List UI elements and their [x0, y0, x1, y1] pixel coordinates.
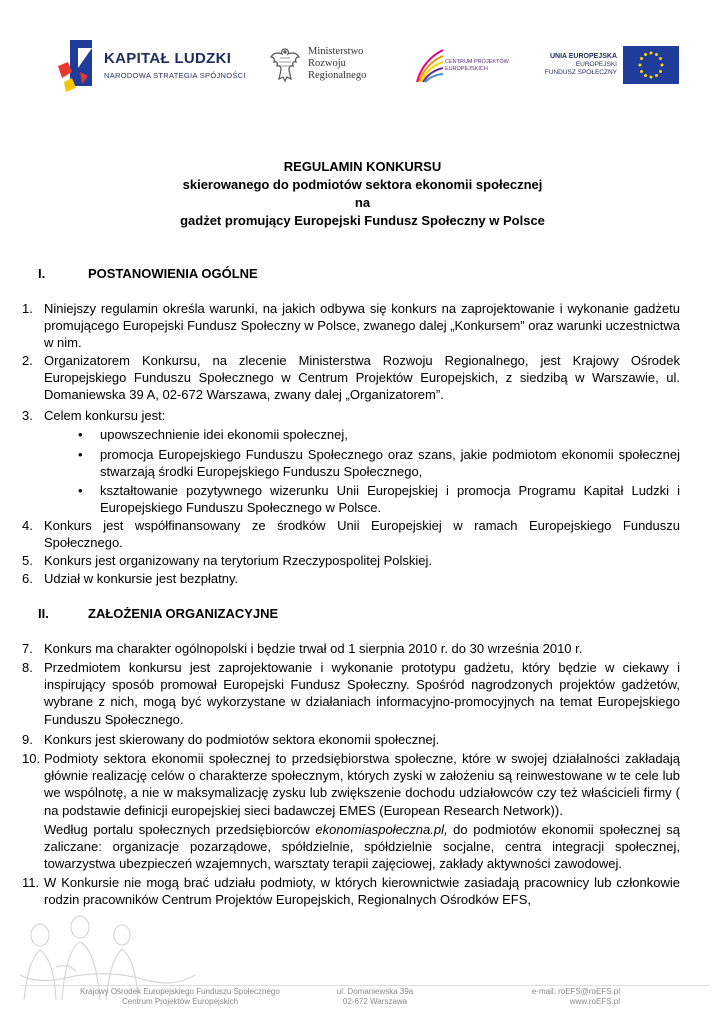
portal-name: ekonomiaspołeczna.pl, — [315, 822, 448, 837]
footer-address: ul. Domaniewska 39a 02-672 Warszawa — [336, 987, 414, 1006]
doc-title: REGULAMIN KONKURSU — [283, 159, 442, 174]
list-item: 3. Celem konkursu jest: — [22, 408, 166, 423]
list-item: 10. Podmioty sektora ekonomii społecznej to przedsiębiorstwa społeczne, które w swojej działalności zakładają głównie realizację celów o charakterze społecznym, których zyski w założeniu są reinwestowane w te cele lub we wspólnotę, a nie w maksymalizację zysku lub zwiększenie dochodu udziałowców czy też właścicieli firmy ( na podstawie definicji europejskiej sieci badawczej EMES (European Research Network)). — [22, 751, 680, 818]
bullet-item: • promocja Europejskiego Funduszu Społecznego oraz szans, jakie podmiotom ekonomii społecznej stwarzają środki Europejskiego Funduszu Społecznego, — [78, 447, 680, 480]
page-header — [0, 0, 725, 105]
list-item-continuation: Według portalu społecznych przedsiębiorców ekonomiaspołeczna.pl, do podmiotów ekonomii społecznej są zaliczane: organizacje pozarządowe, spółdzielnie, spółdzielnie socjalne, centra integracji społecznej, towarzystwa ubezpieczeń wzajemnych, warsztaty terapii zajęciowej, zakłady aktywności zawodowej. — [44, 822, 680, 872]
eu-efs-logo — [541, 44, 681, 86]
eu-efs-name: UNIA EUROPEJSKA EUROPEJSKI FUNDUSZ SPOŁECZNY — [544, 53, 617, 76]
eu-flag-icon — [623, 46, 679, 84]
kapital-ludzki-mark-icon — [58, 38, 100, 94]
ministry-name: Ministerstwo Rozwoju Regionalnego — [308, 46, 367, 81]
list-item: 8. Przedmiotem konkursu jest zaprojektowanie i wykonanie prototypu gadżetu, który będzie w ciekawy i inspirujący sposób promował Europejski Fundusz Społeczny. Spośród nagrodzonych projektów gadżetów, wybrane z nich, mogą być wykorzystane w działaniach informacyjno-promocyjnych na temat Europejskiego Funduszu Społecznego. — [22, 660, 680, 727]
list-item: 6. Udział w konkursie jest bezpłatny. — [22, 571, 239, 586]
list-item: 2. Organizatorem Konkursu, na zlecenie Ministerstwa Rozwoju Regionalnego, jest Krajowy Ośrodek Europejskiego Funduszu Społecznego w Centrum Projektów Europejskich, z siedzibą w Warszawie, ul. Domaniewska 39 A, 02-672 Warszawa, zwany dalej „Organizatorem”. — [22, 353, 680, 403]
cpe-name: CENTRUM PROJEKTÓW EUROPEJSKICH — [445, 59, 509, 72]
doc-title-topic: gadżet promujący Europejski Fundusz Społeczny w Polsce — [180, 213, 545, 228]
doc-subtitle: skierowanego do podmiotów sektora ekonomii społecznej — [182, 177, 543, 192]
bullet-item: • kształtowanie pozytywnego wizerunku Unii Europejskiej i promocja Programu Kapitał Ludzki i Europejskiego Funduszu Społecznego w Polsce. — [78, 483, 680, 516]
cpe-logo — [415, 48, 515, 84]
eagle-emblem-icon — [268, 46, 302, 84]
footer-organization: Krajowy Ośrodek Europejskiego Funduszu Społecznego Centrum Projektów Europejskich — [80, 987, 280, 1006]
list-item: 5. Konkurs jest organizowany na terytorium Rzeczypospolitej Polskiej. — [22, 553, 433, 568]
bullet-icon: • — [78, 447, 83, 462]
footer-divider — [20, 985, 710, 986]
bullet-item: • upowszechnienie idei ekonomii społecznej, — [78, 427, 348, 442]
list-item: 11. W Konkursie nie mogą brać udziału podmioty, w których kierownictwie zasiadają pracownicy lub członkowie rodzin pracowników Centrum Projektów Europejskich, Regionalnych Ośrodków EFS, — [22, 875, 680, 908]
kapital-ludzki-logo — [58, 38, 246, 96]
ministry-logo — [268, 44, 388, 88]
list-item: 9. Konkurs jest skierowany do podmiotów sektora ekonomii społecznej. — [22, 732, 440, 747]
bullet-icon: • — [78, 427, 83, 442]
doc-title-connector: na — [354, 195, 371, 210]
bullet-icon: • — [78, 483, 83, 498]
list-item: 7. Konkurs ma charakter ogólnopolski i będzie trwał od 1 sierpnia 2010 r. do 30 września 2010 r. — [22, 641, 583, 656]
kapital-ludzki-title: KAPITAŁ LUDZKI — [104, 50, 232, 67]
kapital-ludzki-subtitle: NARODOWA STRATEGIA SPÓJNOŚCI — [104, 71, 246, 80]
list-item: 4. Konkurs jest współfinansowany ze środków Unii Europejskiej w ramach Europejskiego Funduszu Społecznego. — [22, 518, 680, 551]
list-item: 1. Niniejszy regulamin określa warunki, na jakich odbywa się konkurs na zaprojektowanie i wykonanie gadżetu promującego Europejski Fundusz Społeczny w Polsce, zwanego dalej „Konkursem” oraz warunki uczestnictwa w nim. — [22, 301, 680, 351]
footer-contact: e-mail: roEFS@roEFS.pl www.roEFS.pl — [531, 987, 620, 1006]
cpe-fan-icon — [415, 48, 445, 84]
